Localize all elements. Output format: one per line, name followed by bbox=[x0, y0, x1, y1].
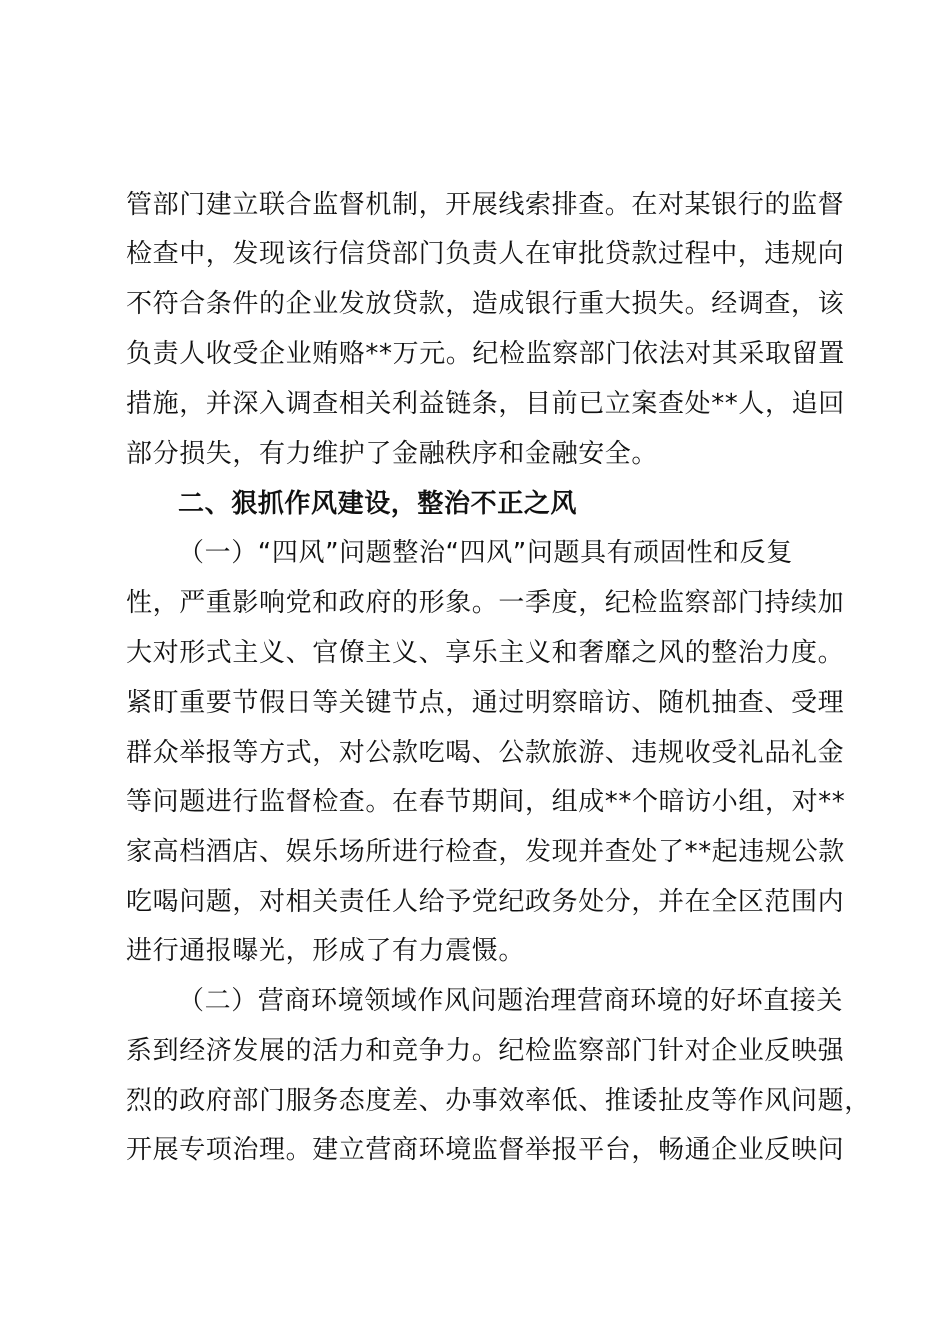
paragraph-line: 吃喝问题，对相关责任人给予党纪政务处分，并在全区范围内 bbox=[126, 887, 845, 917]
paragraph-line: 家高档酒店、娱乐场所进行检查，发现并查处了**起违规公款 bbox=[126, 837, 845, 867]
paragraph-line: 措施，并深入调查相关利益链条，目前已立案查处**人，追回 bbox=[126, 389, 845, 419]
paragraph-line: 紧盯重要节假日等关键节点，通过明察暗访、随机抽查、受理 bbox=[126, 688, 845, 718]
paragraph-line: 管部门建立联合监督机制，开展线索排查。在对某银行的监督 bbox=[126, 190, 845, 220]
subsection-first-line: （二）营商环境领域作风问题治理营商环境的好坏直接关 bbox=[178, 986, 844, 1016]
paragraph-line: 不符合条件的企业发放贷款，造成银行重大损失。经调查，该 bbox=[126, 289, 845, 319]
paragraph-line: 性，严重影响党和政府的形象。一季度，纪检监察部门持续加 bbox=[126, 588, 845, 618]
paragraph-line: 群众举报等方式，对公款吃喝、公款旅游、违规收受礼品礼金 bbox=[126, 738, 845, 768]
paragraph-line: 等问题进行监督检查。在春节期间，组成**个暗访小组，对** bbox=[126, 787, 846, 817]
paragraph-line: 系到经济发展的活力和竞争力。纪检监察部门针对企业反映强 bbox=[126, 1036, 845, 1066]
paragraph-line: 检查中，发现该行信贷部门负责人在审批贷款过程中，违规向 bbox=[126, 239, 845, 269]
paragraph-line: 大对形式主义、官僚主义、享乐主义和奢靡之风的整治力度。 bbox=[126, 638, 845, 668]
paragraph-line: 开展专项治理。建立营商环境监督举报平台，畅通企业反映问 bbox=[126, 1135, 845, 1165]
subsection-first-line: （一）“四风”问题整治“四风”问题具有顽固性和反复 bbox=[178, 538, 793, 568]
paragraph-line: 进行通报曝光，形成了有力震慑。 bbox=[126, 936, 526, 966]
paragraph-line: 烈的政府部门服务态度差、办事效率低、推诿扯皮等作风问题， bbox=[126, 1086, 871, 1116]
paragraph-line: 部分损失，有力维护了金融秩序和金融安全。 bbox=[126, 439, 659, 469]
section-heading: 二、狠抓作风建设，整治不正之风 bbox=[178, 489, 578, 519]
paragraph-line: 负责人收受企业贿赂**万元。纪检监察部门依法对其采取留置 bbox=[126, 339, 845, 369]
